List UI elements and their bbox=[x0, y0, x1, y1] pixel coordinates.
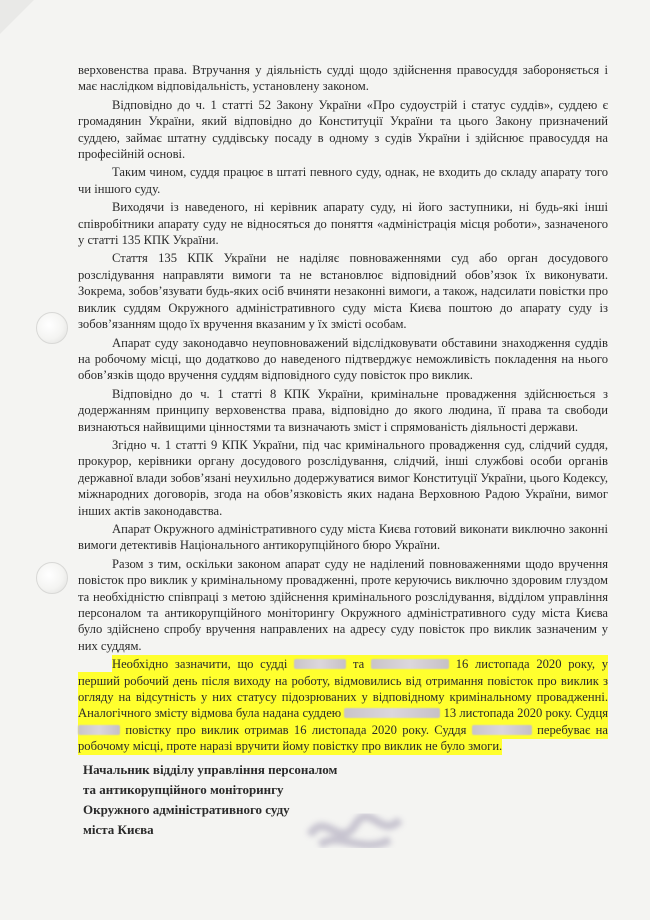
redacted-name bbox=[371, 659, 449, 669]
paragraph-10: Разом з тим, оскільки законом апарат суду не наділений повноваженнями щодо вручення повісток про виклик у кримінальному провадженні, проте керуючись виключно здоровим глуздом та необхідністю співпраці з метою здійснення кримінального розслідування, відділом управління персоналом та антикорупційного моніторингу Окружного адміністративного суду міста Києва було здійснено спробу вручення направлених на адресу суду повісток про виклик зазначеним у них суддям. bbox=[78, 556, 608, 653]
signature-title-line: Начальник відділу управління персоналом bbox=[83, 762, 338, 777]
paragraph-2: Відповідно до ч. 1 статті 52 Закону України «Про судоустрій і статус суддів», суддею є громадянин України, який відповідно до Конституції України та цього Закону призначений суддею, займає штатну суддівську посаду в одному з судів України і здійснює правосуддя на професійній основі. bbox=[78, 97, 608, 162]
paragraph-8: Згідно ч. 1 статті 9 КПК України, під час кримінального провадження суд, слідчий суддя, прокурор, керівники органу досудового розслідування, слідчий, інші службові особи органів державної влади зобов’язані неухильно додержуватися вимог Конституції України, цього Кодексу, міжнародних договорів, згода на обов’язковість яких надана Верховною Радою України, вимог інших актів законодавства. bbox=[78, 437, 608, 518]
signature-title-line: та антикорупційного моніторингу bbox=[83, 782, 284, 797]
signature-title-line: Окружного адміністративного суду bbox=[83, 802, 290, 817]
signature-title-line: міста Києва bbox=[83, 822, 154, 837]
highlighted-paragraph bbox=[78, 656, 608, 754]
highlight-text-6: перебуває на робочому місці, проте наразі вручити йому повістку про виклик не було змоги. bbox=[78, 722, 609, 754]
highlight-text-2: та bbox=[352, 657, 365, 672]
paragraph-6: Апарат суду законодавчо неуповноважений відслідковувати обставини знаходження суддів на робочому місці, що додатково до наведеного підтверджує неможливість покладення на нього обов’язків щодо вручення суддям відповідного суду повісток про виклик. bbox=[78, 335, 608, 383]
redacted-name bbox=[472, 725, 532, 735]
paragraph-3: Таким чином, суддя працює в штаті певного суду, однак, не входить до складу апарату того чи іншого суду. bbox=[78, 165, 608, 196]
highlight-segment bbox=[78, 655, 608, 755]
punch-hole bbox=[36, 312, 68, 344]
highlight-text-3: 16 листопада 2020 року, у перший робочий день після виходу на роботу, відмовились від отримання повісток про виклик з огляду на відсутність у них статусу підозрюваних у відповідному кримінальному провадженні. Аналогічного змісту відмова була надана суддею bbox=[78, 657, 609, 721]
redacted-name bbox=[344, 708, 440, 718]
folded-corner bbox=[0, 0, 34, 34]
highlight-text-1: Необхідно зазначити, що судді bbox=[112, 657, 288, 672]
paragraph-1: верховенства права. Втручання у діяльність судді щодо здійснення правосуддя забороняється і має наслідком відповідальність, установлену законом. bbox=[78, 63, 608, 94]
paragraph-9: Апарат Окружного адміністративного суду міста Києва готовий виконати виключно законні вимоги детективів Національного антикорупційного бюро України. bbox=[78, 521, 608, 553]
paragraph-4: Виходячи із наведеного, ні керівник апарату суду, ні його заступники, ні будь-які інші співробітники апарату суду не відносяться до поняття «адміністрація місця роботи», зазначеного у статті 135 КПК України. bbox=[78, 200, 608, 248]
redacted-name bbox=[294, 659, 346, 669]
highlight-text-5: повістку про виклик отримав 16 листопада 2020 року. Суддя bbox=[125, 722, 467, 737]
paragraph-7: Відповідно до ч. 1 статті 8 КПК України, кримінальне провадження здійснюється з додержанням принципу верховенства права, відповідно до якого людина, її права та свободи визнаються найвищими цінностями та визначають зміст і спрямованість діяльності держави. bbox=[78, 386, 608, 434]
highlight-text-4: 13 листопада 2020 року. Судця bbox=[443, 706, 608, 721]
blurred-signature bbox=[300, 800, 410, 860]
punch-hole bbox=[36, 562, 68, 594]
document-body bbox=[78, 62, 608, 757]
paragraph-5: Стаття 135 КПК України не наділяє повноваженнями суд або орган досудового розслідування направляти вимоги та не встановлює відповідний обов’язок їх виконувати. Зокрема, зобов’язувати будь-яких осіб вчиняти незаконні вимоги, а також, надсилати повістки про виклик суддям Окружного адміністративного суду міста Києва поштою до апарату суду із зобов’язанням щодо їх вручення вказаним у їх змісті особам. bbox=[78, 251, 608, 332]
redacted-name bbox=[78, 725, 120, 735]
